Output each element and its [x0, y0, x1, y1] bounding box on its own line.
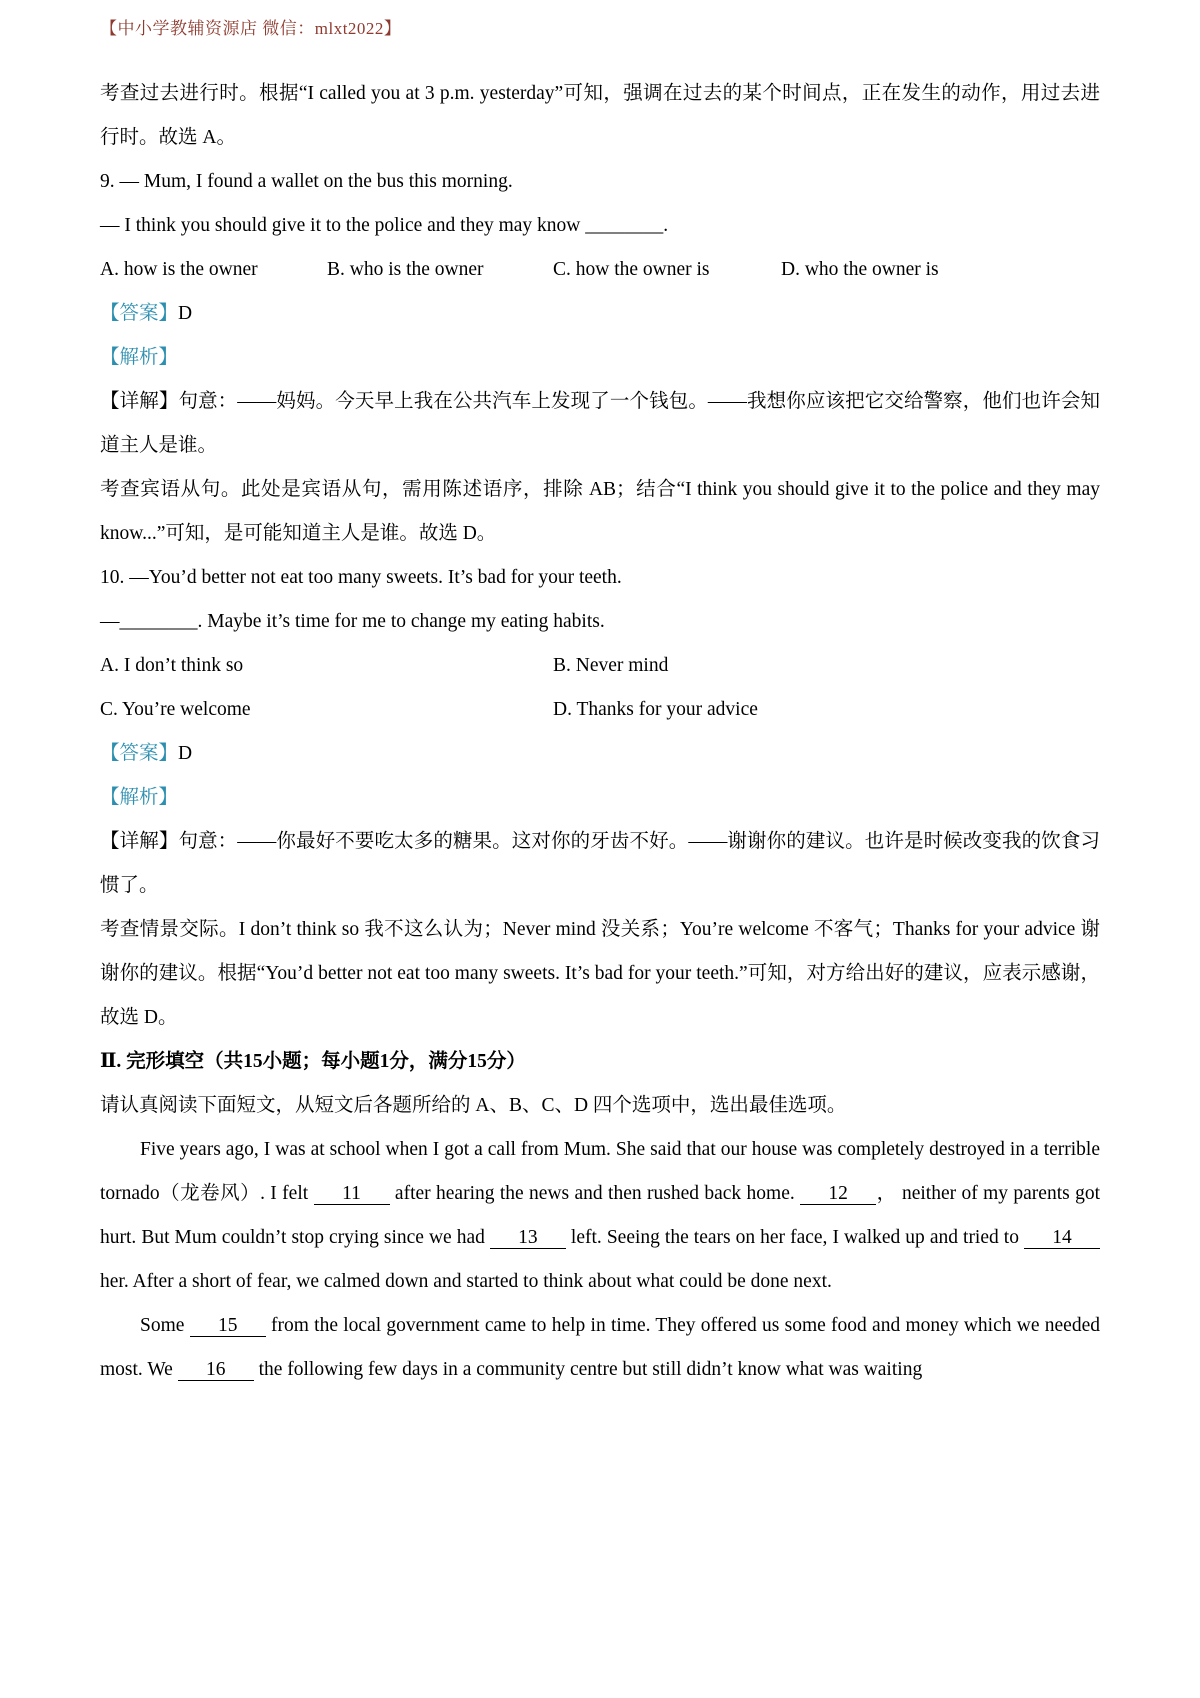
question-8-analysis-continued: 考查过去进行时。根据“I called you at 3 p.m. yesterday”可知，强调在过去的某个时间点，正在发生的动作，用过去进行时。故选 A。: [100, 83, 1100, 148]
question-10-option-b: B. Never mind: [553, 655, 669, 676]
question-9-stem-line-2: — I think you should give it to the police and they may know ________.: [100, 215, 669, 236]
cloze-text-segment: ， neither of my parents got hurt. But Mum couldn’t stop crying since we had: [100, 1183, 1101, 1248]
cloze-text-segment: Five years ago, I was at school when I got a call from Mum. She said that our house was completely destroyed in a terrible tornado（龙卷风）. I felt: [100, 1139, 1100, 1204]
cloze-blank-14: 14: [1024, 1227, 1100, 1249]
cloze-text-segment: from the local government came to help in time. They offered us some food and money which we needed most. We: [100, 1315, 1100, 1380]
question-10-answer-value: D: [178, 743, 193, 764]
answer-label: 【答案】: [100, 743, 179, 764]
watermark-header: 【中小学教辅资源店 微信：mlxt2022】: [100, 19, 402, 38]
cloze-text-segment: her. After a short of fear, we calmed down and started to think about what could be done next.: [100, 1271, 832, 1292]
section-2-instruction: 请认真阅读下面短文，从短文后各题所给的 A、B、C、D 四个选项中，选出最佳选项。: [100, 1095, 847, 1116]
cloze-paragraph-2: [100, 1304, 1100, 1392]
question-9-option-a: A. how is the owner: [100, 259, 258, 280]
question-10-stem-line-2: —________. Maybe it’s time for me to change my eating habits.: [100, 611, 605, 632]
cloze-text-segment: after hearing the news and then rushed back home.: [389, 1183, 801, 1204]
question-9-analysis-label-line: [100, 336, 1100, 380]
question-10-option-c: C. You’re welcome: [100, 699, 251, 720]
question-10-detail-paragraph-2: 考查情景交际。I don’t think so 我不这么认为；Never mind 没关系；You’re welcome 不客气；Thanks for your advice 谢谢你的建议。根据“You’d better not eat too many sweets. It’s bad for your teeth.”可知，对方给出好的建议，应表示感谢，故选 D。: [100, 919, 1100, 1028]
cloze-blank-16: 16: [178, 1359, 254, 1381]
cloze-paragraph-1: [100, 1128, 1100, 1304]
question-10-stem-line-1: 10. —You’d better not eat too many sweets. It’s bad for your teeth.: [100, 567, 622, 588]
question-9-options: [100, 248, 1100, 292]
section-2-heading: Ⅱ. 完形填空（共15小题；每小题1分，满分15分）: [100, 1051, 526, 1072]
question-10-option-a: A. I don’t think so: [100, 655, 244, 676]
question-10-detail-paragraph-1: 【详解】句意：——你最好不要吃太多的糖果。这对你的牙齿不好。——谢谢你的建议。也许是时候改变我的饮食习惯了。: [100, 831, 1100, 896]
question-9-answer-value: D: [178, 303, 193, 324]
question-9-detail-paragraph-1: 【详解】句意：——妈妈。今天早上我在公共汽车上发现了一个钱包。——我想你应该把它交给警察，他们也许会知道主人是谁。: [100, 391, 1100, 456]
cloze-blank-12: 12: [800, 1183, 876, 1205]
cloze-text-segment: left. Seeing the tears on her face, I walked up and tried to: [565, 1227, 1024, 1248]
question-9-option-d: D. who the owner is: [781, 259, 939, 280]
answer-label: 【答案】: [100, 303, 179, 324]
analysis-label: 【解析】: [100, 787, 179, 808]
document-content: [100, 72, 1100, 1392]
question-9-answer-line: [100, 292, 1100, 336]
analysis-label: 【解析】: [100, 347, 179, 368]
question-9-option-b: B. who is the owner: [327, 259, 484, 280]
question-9-detail-paragraph-2: 考查宾语从句。此处是宾语从句，需用陈述语序，排除 AB；结合“I think you should give it to the police and they may know...”可知，是可能知道主人是谁。故选 D。: [100, 479, 1100, 544]
cloze-blank-15: 15: [190, 1315, 266, 1337]
cloze-blank-11: 11: [314, 1183, 390, 1205]
question-9-stem-line-1: 9. — Mum, I found a wallet on the bus this morning.: [100, 171, 513, 192]
cloze-text-segment: the following few days in a community centre but still didn’t know what was waiting: [253, 1359, 923, 1380]
question-10-option-d: D. Thanks for your advice: [553, 699, 758, 720]
question-10-answer-line: [100, 732, 1100, 776]
cloze-blank-13: 13: [490, 1227, 566, 1249]
question-9-option-c: C. how the owner is: [553, 259, 710, 280]
question-10-analysis-label-line: [100, 776, 1100, 820]
cloze-text-segment: Some: [140, 1315, 190, 1336]
question-10-options: [100, 644, 1100, 732]
